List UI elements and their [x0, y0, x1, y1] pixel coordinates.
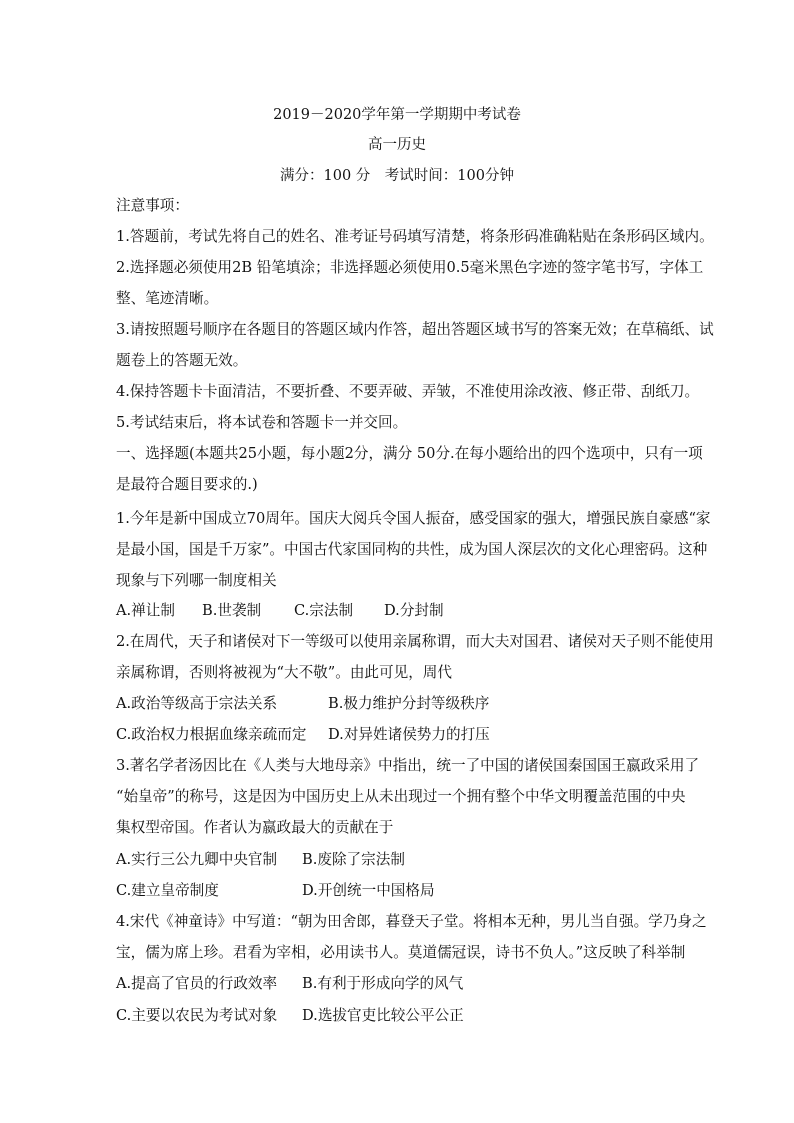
option-c: C.政治权力根据血缘亲疏而定 [116, 726, 307, 743]
question-3-stem: 集权型帝国。作者认为嬴政最大的贡献在于 [116, 819, 394, 836]
note-line: 5.考试结束后，将本试卷和答题卡一并交回。 [116, 414, 408, 431]
note-line: 1.答题前，考试先将自己的姓名、准考证号码填写清楚，将条形码准确粘贴在条形码区域内。 [116, 228, 714, 245]
question-2-stem: 2.在周代，天子和诸侯对下一等级可以使用亲属称谓，而大夫对国君、诸侯对天子则不能使用 [116, 633, 714, 650]
option-d: D.开创统一中国格局 [302, 882, 435, 899]
option-c: C.建立皇帝制度 [116, 882, 219, 899]
exam-title: 2019－2020学年第一学期期中考试卷 [273, 107, 521, 123]
section-heading: 是最符合题目要求的.) [116, 476, 258, 493]
option-b: B.世袭制 [202, 602, 262, 619]
note-line: 3.请按照题号顺序在各题目的答题区域内作答，超出答题区域书写的答案无效；在草稿纸、试 [116, 321, 714, 338]
question-1-stem: 1.今年是新中国成立70周年。国庆大阅兵令国人振奋，感受国家的强大，增强民族自豪感“家 [116, 510, 711, 527]
question-1-stem: 现象与下列哪一制度相关 [116, 572, 277, 589]
notes-heading: 注意事项： [116, 197, 189, 214]
option-b: B.有利于形成向学的风气 [302, 975, 464, 992]
option-c: C.主要以农民为考试对象 [116, 1007, 278, 1024]
note-line: 整、笔迹清晰。 [116, 290, 219, 307]
question-1-stem: 是最小国，国是千万家”。中国古代家国同构的共性，成为国人深层次的文化心理密码。这种 [116, 541, 708, 558]
subject-title: 高一历史 [368, 137, 426, 153]
option-d: D.选拔官吏比较公平公正 [302, 1007, 464, 1024]
question-3-stem: 3.著名学者汤因比在《人类与大地母亲》中指出，统一了中国的诸侯国秦国国王嬴政采用了 [116, 757, 700, 774]
question-2-stem: 亲属称谓，否则将被视为“大不敬”。由此可见，周代 [116, 664, 452, 681]
note-line: 4.保持答题卡卡面清洁，不要折叠、不要弄破、弄皱，不准使用涂改液、修正带、刮纸刀。 [116, 383, 700, 400]
question-4-stem: 宝，儒为席上珍。君看为宰相，必用读书人。莫道儒冠误，诗书不负人。”这反映了科举制 [116, 944, 686, 961]
option-a: A.实行三公九卿中央官制 [116, 851, 278, 868]
score-and-time: 满分：100 分 考试时间：100分钟 [280, 168, 514, 184]
question-3-stem: “始皇帝”的称号，这是因为中国历史上从未出现过一个拥有整个中华文明覆盖范围的中央 [116, 788, 686, 805]
option-d: D.分封制 [384, 602, 444, 619]
option-a: A.提高了官员的行政效率 [116, 975, 278, 992]
section-heading: 一、选择题(本题共25小题，每小题2分，满分 50分.在每小题给出的四个选项中，只有一项 [116, 445, 703, 462]
question-4-stem: 4.宋代《神童诗》中写道：“朝为田舍郎，暮登天子堂。将相本无种，男儿当自强。学乃身之 [116, 913, 707, 930]
note-line: 题卷上的答题无效。 [116, 352, 248, 369]
option-a: A.禅让制 [116, 602, 175, 619]
option-b: B.极力维护分封等级秩序 [328, 695, 490, 712]
option-d: D.对异姓诸侯势力的打压 [328, 726, 490, 743]
option-b: B.废除了宗法制 [302, 851, 405, 868]
option-a: A.政治等级高于宗法关系 [116, 695, 278, 712]
note-line: 2.选择题必须使用2B 铅笔填涂；非选择题必须使用0.5毫米黑色字迹的签字笔书写，字体工 [116, 259, 704, 276]
option-c: C.宗法制 [294, 602, 354, 619]
